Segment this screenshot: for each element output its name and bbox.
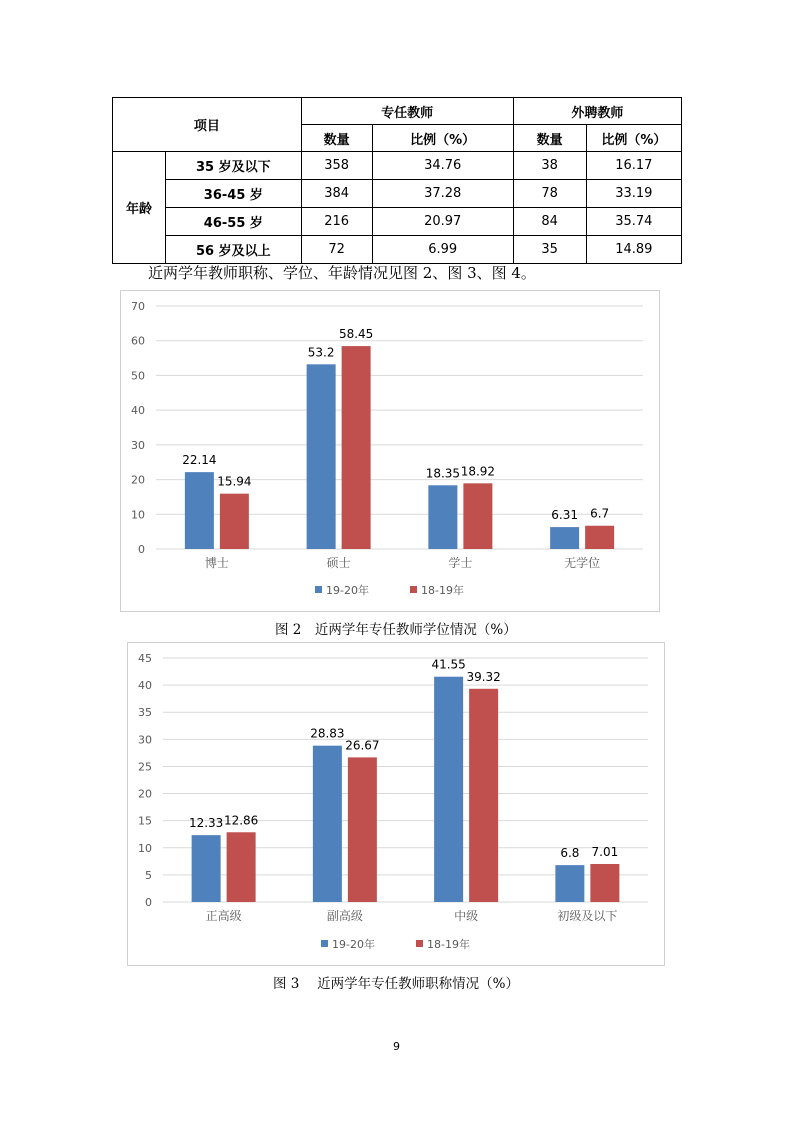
y-tick-label: 60 xyxy=(131,334,145,348)
ft-count-header: 数量 xyxy=(301,125,372,152)
y-tick-label: 35 xyxy=(138,706,152,720)
ex-count-cell: 84 xyxy=(513,208,586,236)
data-label: 41.55 xyxy=(431,657,466,672)
data-label: 6.31 xyxy=(551,508,578,523)
ex-ratio-cell: 33.19 xyxy=(586,180,681,208)
degree-chart-caption: 图 2 近两学年专任教师学位情况（%） xyxy=(275,622,517,638)
row-label: 36-45 岁 xyxy=(166,180,302,208)
y-tick-label: 20 xyxy=(138,787,152,801)
data-label: 6.7 xyxy=(590,506,610,521)
item-header: 项目 xyxy=(113,98,302,152)
chart-svg xyxy=(128,643,664,965)
legend-label: 19-20年 xyxy=(332,938,375,951)
data-label: 12.33 xyxy=(188,816,224,831)
y-tick-label: 5 xyxy=(145,868,152,882)
bar xyxy=(428,485,457,549)
y-tick-label: 50 xyxy=(131,369,145,383)
x-category-label: 初级及以下 xyxy=(557,909,618,923)
bar xyxy=(307,364,336,549)
data-label: 53.2 xyxy=(307,345,335,360)
ft-ratio-cell: 34.76 xyxy=(372,152,513,180)
bar xyxy=(227,832,256,902)
age-stats-table xyxy=(112,97,682,264)
ex-count-cell: 38 xyxy=(513,152,586,180)
ft-count-cell: 358 xyxy=(301,152,372,180)
title-chart xyxy=(127,642,665,966)
ft-ratio-cell: 20.97 xyxy=(372,208,513,236)
x-category-label: 中级 xyxy=(454,909,479,923)
bar xyxy=(434,677,463,902)
page-number: 9 xyxy=(393,1040,400,1053)
legend-label: 19-20年 xyxy=(326,584,369,597)
category-cell: 年龄 xyxy=(113,152,166,264)
row-label: 56 岁及以上 xyxy=(166,236,302,264)
ex-count-header: 数量 xyxy=(513,125,586,152)
ex-count-cell: 78 xyxy=(513,180,586,208)
ex-ratio-cell: 14.89 xyxy=(586,236,681,264)
y-tick-label: 20 xyxy=(131,473,145,487)
intro-paragraph: 近两学年教师职称、学位、年龄情况见图 2、图 3、图 4。 xyxy=(148,264,536,282)
bar xyxy=(342,346,371,549)
legend-swatch xyxy=(315,586,322,593)
bar xyxy=(348,757,377,902)
chart-svg xyxy=(121,291,659,611)
ft-count-cell: 72 xyxy=(301,236,372,264)
legend-swatch xyxy=(410,586,417,593)
y-tick-label: 30 xyxy=(131,438,145,452)
y-tick-label: 25 xyxy=(138,760,152,774)
data-label: 6.8 xyxy=(560,846,580,861)
title-chart-caption: 图 3 近两学年专任教师职称情况（%） xyxy=(273,976,519,992)
x-category-label: 学士 xyxy=(448,556,473,570)
data-label: 22.14 xyxy=(182,453,217,468)
ft-count-cell: 216 xyxy=(301,208,372,236)
row-label: 46-55 岁 xyxy=(166,208,302,236)
data-label: 58.45 xyxy=(338,327,374,342)
bar xyxy=(185,472,214,549)
x-category-label: 无学位 xyxy=(564,556,601,570)
y-tick-label: 40 xyxy=(138,679,152,693)
y-tick-label: 10 xyxy=(138,841,152,855)
bar xyxy=(192,835,221,902)
y-tick-label: 45 xyxy=(138,652,152,665)
bar xyxy=(590,864,619,902)
fulltime-group-header: 专任教师 xyxy=(301,98,513,125)
data-label: 12.86 xyxy=(223,813,259,828)
data-label: 18.92 xyxy=(460,464,496,479)
data-label: 7.01 xyxy=(591,844,619,859)
ft-ratio-header: 比例（%） xyxy=(372,125,513,152)
legend-label: 18-19年 xyxy=(427,938,470,951)
ft-ratio-cell: 37.28 xyxy=(372,180,513,208)
data-label: 28.83 xyxy=(310,726,345,741)
legend-label: 18-19年 xyxy=(421,584,464,597)
row-label: 35 岁及以下 xyxy=(166,152,302,180)
ft-count-cell: 384 xyxy=(301,180,372,208)
data-label: 15.94 xyxy=(217,474,252,489)
ex-ratio-header: 比例（%） xyxy=(586,125,681,152)
bar xyxy=(220,494,249,549)
ex-ratio-cell: 35.74 xyxy=(586,208,681,236)
bar xyxy=(463,483,492,549)
degree-chart xyxy=(120,290,660,612)
y-tick-label: 10 xyxy=(131,508,145,522)
x-category-label: 硕士 xyxy=(326,556,351,570)
bar xyxy=(585,526,614,549)
legend-swatch xyxy=(416,940,423,947)
table-row xyxy=(113,236,682,264)
table-row xyxy=(113,180,682,208)
data-label: 18.35 xyxy=(425,466,461,481)
y-tick-label: 15 xyxy=(138,814,152,828)
data-label: 39.32 xyxy=(466,669,501,684)
table-row xyxy=(113,208,682,236)
legend-swatch xyxy=(321,940,328,947)
y-tick-label: 70 xyxy=(131,300,145,313)
bar xyxy=(555,865,584,902)
ex-ratio-cell: 16.17 xyxy=(586,152,681,180)
table-row xyxy=(113,152,682,180)
y-tick-label: 0 xyxy=(145,896,152,909)
y-tick-label: 30 xyxy=(138,733,152,747)
x-category-label: 正高级 xyxy=(205,909,242,923)
ex-count-cell: 35 xyxy=(513,236,586,264)
x-category-label: 副高级 xyxy=(326,909,363,923)
x-category-label: 博士 xyxy=(204,556,229,570)
bar xyxy=(313,746,342,902)
y-tick-label: 40 xyxy=(131,404,145,418)
y-tick-label: 0 xyxy=(138,543,145,556)
bar xyxy=(469,689,498,902)
ft-ratio-cell: 6.99 xyxy=(372,236,513,264)
data-label: 26.67 xyxy=(345,738,380,753)
bar xyxy=(550,527,579,549)
external-group-header: 外聘教师 xyxy=(513,98,681,125)
